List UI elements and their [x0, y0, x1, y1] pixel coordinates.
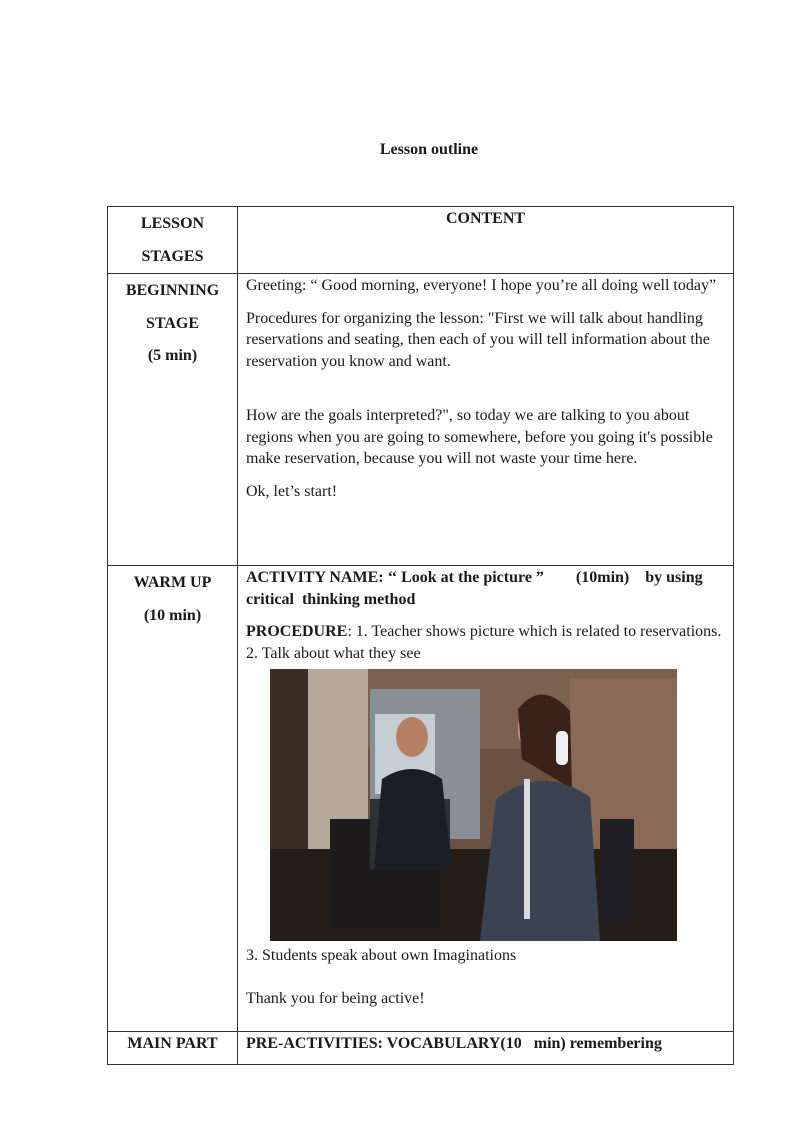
header-stage-line2: STAGES: [141, 247, 204, 265]
thanks-text: Thank you for being active!: [246, 989, 425, 1007]
greeting-text: Greeting: “ Good morning, everyone! I hope you’re all doing well today”: [246, 277, 717, 294]
header-content: CONTENT: [238, 207, 734, 274]
procedure-step2: 2. Talk about what they see: [246, 644, 421, 662]
content-warmup: [238, 566, 734, 1032]
stage-warmup-time: (10 min): [143, 606, 202, 624]
reception-photo: [270, 669, 677, 941]
stage-main: [108, 1032, 238, 1065]
stage-beginning-line2: STAGE: [145, 314, 200, 332]
stage-warmup: [108, 566, 238, 1032]
page-title: Lesson outline: [379, 141, 479, 158]
stage-warmup-line1: WARM UP: [133, 574, 212, 591]
header-lesson-stages: [108, 207, 238, 274]
pre-activities-text: PRE-ACTIVITIES: VOCABULARY(10 min) remembering: [246, 1035, 662, 1052]
stage-beginning-time: (5 min): [147, 347, 198, 364]
table-row: [108, 566, 734, 1032]
stage-main-line1: MAIN PART: [127, 1035, 218, 1052]
goals-text: How are the goals interpreted?", so today we are talking to you about regions when you are going to somewhere, before you going it's possible make reservation, because you will not waste your time here.: [246, 407, 713, 467]
stage-beginning: [108, 274, 238, 566]
lesson-outline-table: [107, 206, 734, 1065]
activity-name: ACTIVITY NAME: ‘‘ Look at the picture ” (10min) by using critical thinking method: [246, 569, 707, 608]
reception-photo-image: [270, 669, 677, 941]
table-row: [108, 1032, 734, 1065]
header-stage-line1: LESSON: [140, 215, 205, 232]
procedure-step3: 3. Students speak about own Imaginations: [246, 947, 517, 964]
content-beginning: [238, 274, 734, 566]
start-text: Ok, let’s start!: [246, 482, 338, 500]
procedure-step1: [246, 621, 725, 643]
content-main: [238, 1032, 734, 1065]
stage-beginning-line1: BEGINNING: [125, 282, 220, 299]
table-header-row: [108, 207, 734, 274]
procedures-text: Procedures for organizing the lesson: "First we will talk about handling reservations and seating, then each of you will tell information about the reservation you know and want.: [246, 309, 710, 370]
procedure-label: PROCEDURE: [246, 623, 348, 640]
procedure-step1-text: : 1. Teacher shows picture which is related to reservations.: [347, 623, 722, 640]
table-row: [108, 274, 734, 566]
